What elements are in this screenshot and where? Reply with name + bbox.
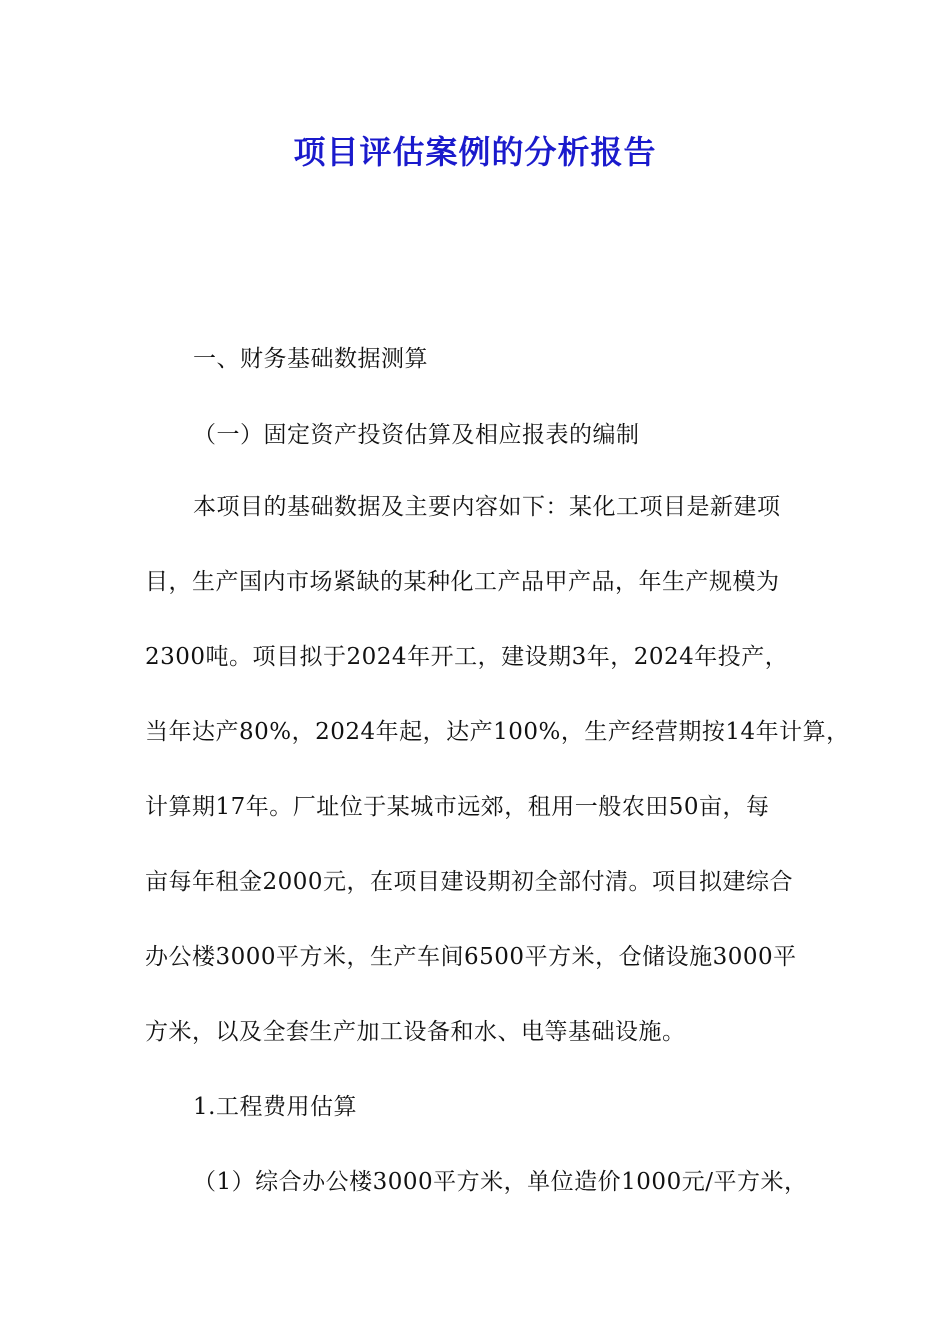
item-heading: 1.工程费用估算: [193, 1094, 357, 1120]
subsection-heading: （一）固定资产投资估算及相应报表的编制: [193, 422, 640, 448]
paragraph-line: 2300吨。项目拟于2024年开工，建设期3年，2024年投产，: [145, 644, 789, 670]
paragraph-line: 亩每年租金2000元，在项目建设期初全部付清。项目拟建综合: [145, 869, 794, 895]
paragraph-line: 本项目的基础数据及主要内容如下：某化工项目是新建项: [193, 494, 781, 520]
paragraph-line: 方米，以及全套生产加工设备和水、电等基础设施。: [145, 1019, 686, 1045]
document-title: 项目评估案例的分析报告: [293, 133, 657, 171]
paragraph-line: 办公楼3000平方米，生产车间6500平方米，仓储设施3000平: [145, 944, 797, 970]
paragraph-line: 目，生产国内市场紧缺的某种化工产品甲产品，年生产规模为: [145, 569, 780, 595]
section-heading: 一、财务基础数据测算: [193, 346, 428, 372]
paragraph-line: 当年达产80%，2024年起，达产100%，生产经营期按14年计算，: [145, 719, 850, 745]
paragraph-line: 计算期17年。厂址位于某城市远郊，租用一般农田50亩，每: [145, 794, 770, 820]
list-item: （1）综合办公楼3000平方米，单位造价1000元/平方米，: [193, 1169, 808, 1195]
